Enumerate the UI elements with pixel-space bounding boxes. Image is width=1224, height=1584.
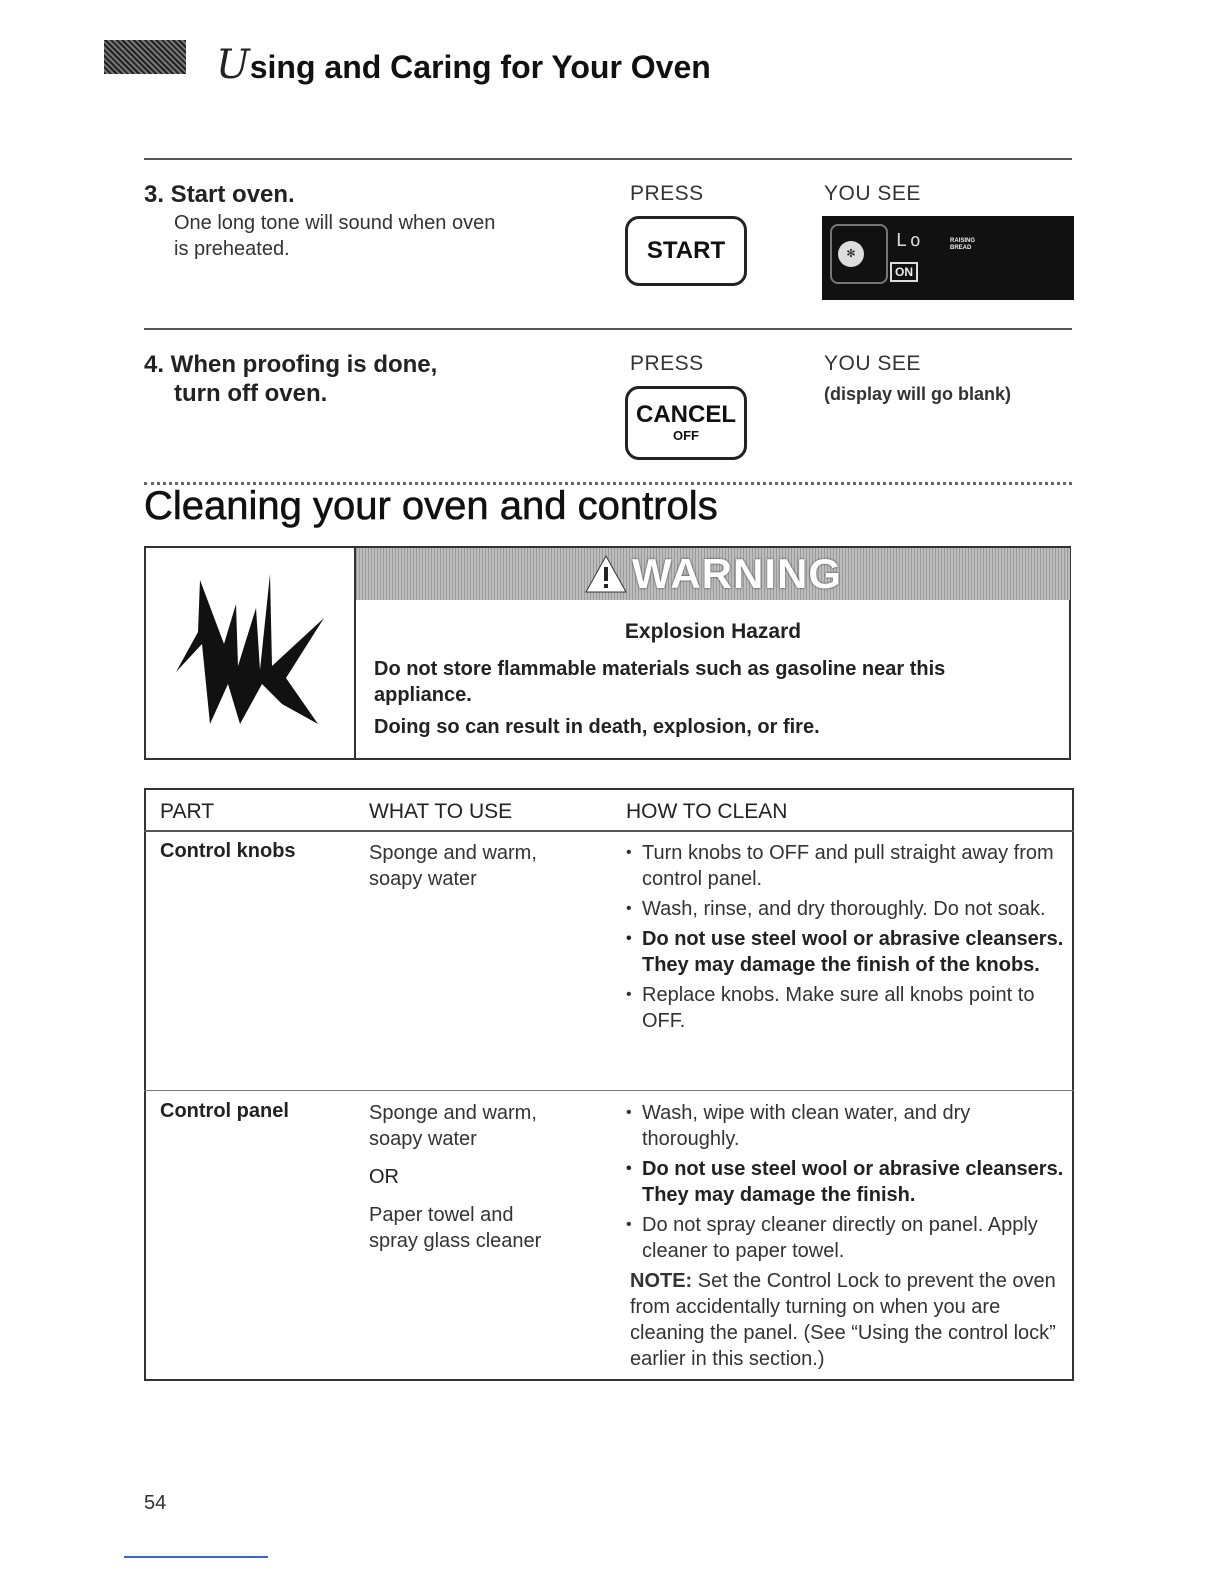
warning-line3: Doing so can result in death, explosion, or fire. [374, 716, 820, 738]
warning-line2: appliance. [374, 684, 472, 706]
step4-title-line2: turn off oven. [174, 380, 328, 407]
step4-display-note: (display will go blank) [824, 384, 1012, 404]
step4-you-see-label: YOU SEE [824, 352, 921, 375]
display-mode-badge-line1: RAISING [950, 238, 976, 244]
table-row-divider [144, 1090, 1074, 1091]
start-button-label: START [646, 237, 726, 264]
step3-you-see-label: YOU SEE [824, 182, 921, 205]
cancel-button-label: CANCEL [636, 401, 736, 428]
display-readout: Lo [896, 230, 924, 251]
table-header-what-to-use: WHAT TO USE [369, 800, 513, 823]
page-title [216, 42, 711, 88]
page-number: 54 [144, 1492, 167, 1514]
warning-message [374, 656, 1054, 740]
row2-use-line2: soapy water [369, 1128, 477, 1150]
table-header-divider [144, 830, 1074, 832]
warning-line1: Do not store flammable materials such as gasoline near this [374, 658, 946, 680]
page-title-initial: U [216, 42, 250, 88]
table-row2-steps [624, 1100, 1070, 1268]
display-mode-badge [950, 238, 975, 252]
step3-description-line1: One long tone will sound when oven [174, 212, 496, 234]
list-item: • Wash, rinse, and dry thoroughly. Do not soak. [624, 896, 1064, 922]
list-item: • Do not spray cleaner directly on panel. Apply cleaner to paper towel. [624, 1212, 1070, 1264]
display-icon-frame [830, 224, 888, 284]
footer-rule [124, 1556, 268, 1558]
warning-hazard-title: Explosion Hazard [624, 620, 802, 643]
note-text: Set the Control Lock to prevent the oven from accidentally turning on when you are cleaning the panel. (See “Using the control lock” earlier in this section.) [630, 1270, 1056, 1370]
step4-press-label: PRESS [630, 352, 704, 375]
warning-banner [356, 548, 1070, 600]
divider [144, 158, 1072, 160]
table-row2-note [630, 1268, 1066, 1372]
step3-title: 3. Start oven. [144, 181, 295, 208]
table-row2-part: Control panel [160, 1100, 289, 1122]
table-header-part: PART [160, 800, 215, 823]
display-on-indicator: ON [890, 262, 918, 282]
note-label: NOTE: [630, 1270, 693, 1292]
table-row2-what-to-use [369, 1100, 541, 1254]
convection-icon: ✻ [838, 241, 864, 267]
display-mode-badge-line2: BREAD [950, 245, 972, 251]
step4-title [144, 350, 437, 408]
list-item: • Replace knobs. Make sure all knobs point to OFF. [624, 982, 1064, 1034]
step3-description [174, 210, 495, 262]
page-title-rest: sing and Caring for Your Oven [249, 49, 711, 85]
warning-triangle-icon [584, 554, 628, 594]
oven-display [822, 216, 1074, 300]
row2-use-line3: Paper towel and [369, 1204, 514, 1226]
list-item: • Do not use steel wool or abrasive cleansers. They may damage the finish of the knobs. [624, 926, 1064, 978]
warning-banner-text: WARNING [632, 550, 842, 597]
step3-press-label: PRESS [630, 182, 704, 205]
header-decorative-block [104, 40, 186, 74]
table-row1-steps [624, 840, 1064, 1038]
section-title: Cleaning your oven and controls [144, 484, 718, 528]
table-row1-part: Control knobs [160, 840, 296, 862]
start-button[interactable] [625, 216, 747, 286]
row2-use-line4: spray glass cleaner [369, 1230, 542, 1252]
list-item: • Wash, wipe with clean water, and dry thoroughly. [624, 1100, 1070, 1152]
row2-use-or: OR [369, 1166, 399, 1188]
row2-use-line1: Sponge and warm, [369, 1102, 537, 1124]
row1-use-line1: Sponge and warm, [369, 842, 537, 864]
table-header-how-to-clean: HOW TO CLEAN [626, 800, 788, 823]
explosion-icon [170, 574, 330, 734]
cancel-off-button[interactable] [625, 386, 747, 460]
list-item: • Do not use steel wool or abrasive cleansers. They may damage the finish. [624, 1156, 1070, 1208]
list-item: • Turn knobs to OFF and pull straight away from control panel. [624, 840, 1064, 892]
divider [144, 328, 1072, 330]
cancel-button-sublabel: OFF [673, 428, 699, 443]
step4-title-line1: 4. When proofing is done, [144, 351, 438, 378]
table-row1-what-to-use [369, 840, 537, 892]
step3-description-line2: is preheated. [174, 238, 290, 260]
row1-use-line2: soapy water [369, 868, 477, 890]
